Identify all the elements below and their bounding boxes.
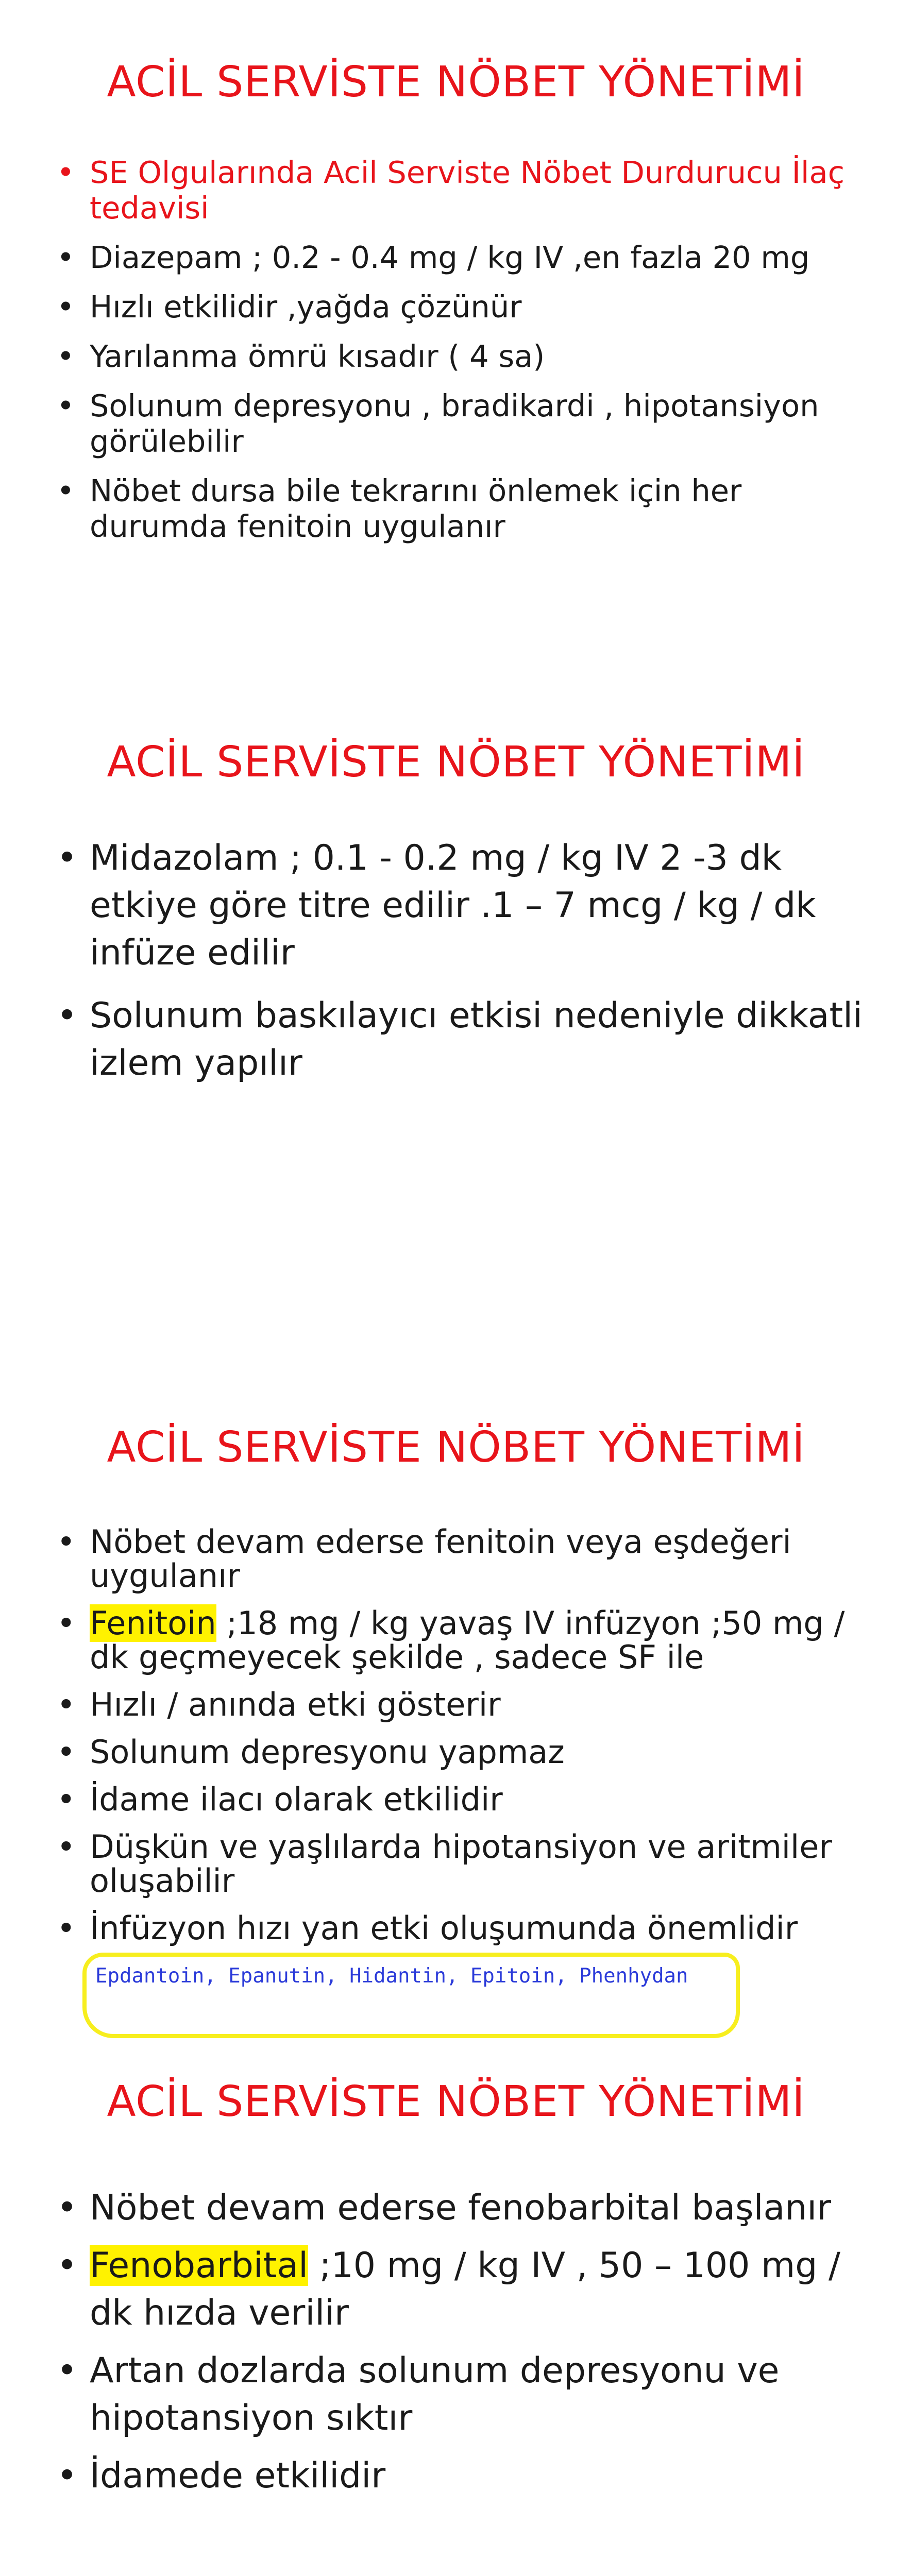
bullet-text: ;10 mg / kg IV , 50 – 100 mg / dk hızda verilir xyxy=(90,2245,840,2333)
bullet-item: • Düşkün ve yaşlılarda hipotansiyon ve aritmiler oluşabilir xyxy=(57,1830,871,1898)
slide-title: ACİL SERVİSTE NÖBET YÖNETİMİ xyxy=(107,2077,805,2126)
brand-names-note: Epdantoin, Epanutin, Hidantin, Epitoin, Phenhydan xyxy=(95,1964,688,1988)
bullet-text: ;18 mg / kg yavaş IV infüzyon ;50 mg / dk geçmeyecek şekilde , sadece SF ile xyxy=(90,1604,845,1676)
bullet-item: • Solunum depresyonu , bradikardi , hipotansiyon görülebilir xyxy=(57,388,860,459)
bullet-list xyxy=(57,2184,871,2510)
slide-4 xyxy=(0,2056,912,2576)
bullet-item: • İdamede etkilidir xyxy=(57,2452,871,2500)
bullet-item: • İdame ilacı olarak etkilidir xyxy=(57,1783,871,1817)
bullet-list xyxy=(57,1525,871,1959)
bullet-item xyxy=(57,2242,871,2337)
bullet-item: • Diazepam ; 0.2 - 0.4 mg / kg IV ,en fazla 20 mg xyxy=(57,240,860,275)
slide-title: ACİL SERVİSTE NÖBET YÖNETİMİ xyxy=(107,58,805,107)
bullet-item: • Nöbet devam ederse fenobarbital başlanır xyxy=(57,2184,871,2232)
bullet-item: • Yarılanma ömrü kısadır ( 4 sa) xyxy=(57,338,860,374)
bullet-item: • Hızlı etkilidir ,yağda çözünür xyxy=(57,289,860,325)
bullet-item: • Solunum depresyonu yapmaz xyxy=(57,1735,871,1769)
bullet-item: • Nöbet devam ederse fenitoin veya eşdeğeri uygulanır xyxy=(57,1525,871,1593)
bullet-list xyxy=(57,155,860,558)
highlighted-drug: Fenitoin xyxy=(90,1604,216,1642)
bullet-list xyxy=(57,835,871,1103)
bullet-item: • İnfüzyon hızı yan etki oluşumunda önemlidir xyxy=(57,1911,871,1945)
slide-title: ACİL SERVİSTE NÖBET YÖNETİMİ xyxy=(107,738,805,787)
bullet-item xyxy=(57,1606,871,1674)
bullet-item: • Midazolam ; 0.1 - 0.2 mg / kg IV 2 -3 dk etkiye göre titre edilir .1 – 7 mcg / kg / dk infüze edilir xyxy=(57,835,871,977)
slide-3 xyxy=(0,1370,912,2056)
bullet-item: • SE Olgularında Acil Serviste Nöbet Durdurucu İlaç tedavisi xyxy=(57,155,860,226)
slide-2 xyxy=(0,685,912,1370)
bullet-item: • Nöbet dursa bile tekrarını önlemek için her durumda fenitoin uygulanır xyxy=(57,473,860,544)
bullet-item: • Solunum baskılayıcı etkisi nedeniyle dikkatli izlem yapılır xyxy=(57,992,871,1087)
highlighted-drug: Fenobarbital xyxy=(90,2245,309,2286)
slide-1 xyxy=(0,0,912,685)
slide-title: ACİL SERVİSTE NÖBET YÖNETİMİ xyxy=(107,1423,805,1472)
bullet-item: • Hızlı / anında etki gösterir xyxy=(57,1688,871,1722)
bullet-item: • Artan dozlarda solunum depresyonu ve hipotansiyon sıktır xyxy=(57,2347,871,2442)
